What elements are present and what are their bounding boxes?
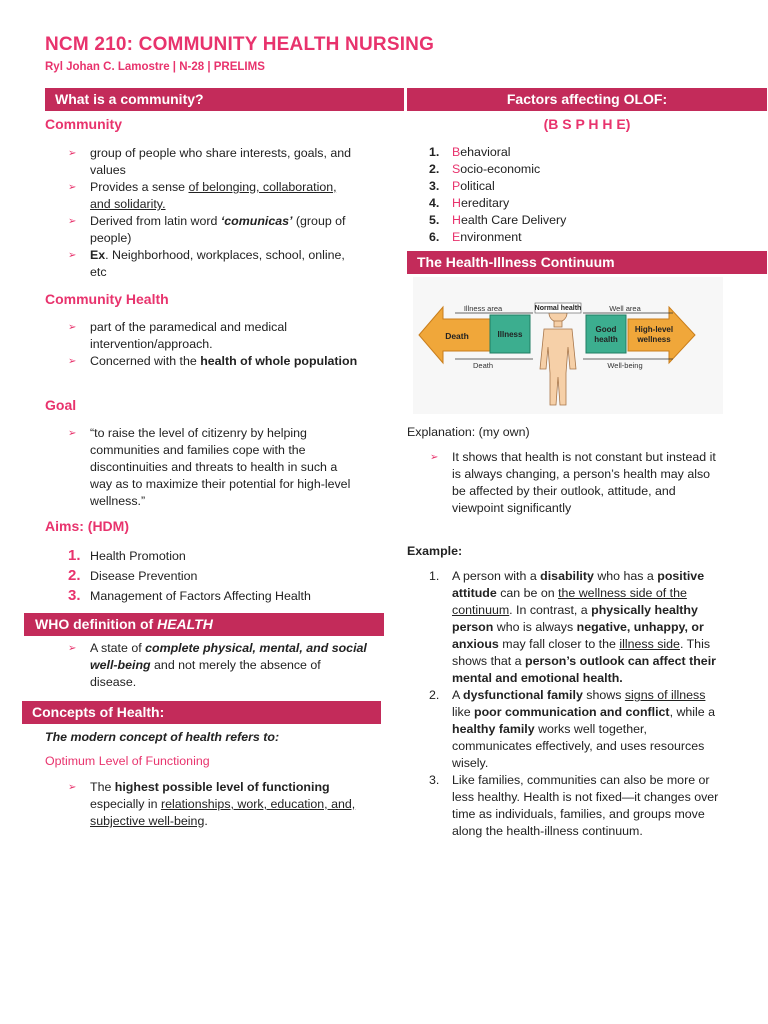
document-title: NCM 210: COMMUNITY HEALTH NURSING — [45, 34, 435, 55]
community-health-list — [68, 319, 358, 370]
goal-list — [68, 425, 358, 510]
section-bar-continuum: The Health-Illness Continuum — [407, 251, 767, 274]
arrow-bullet-icon: ➢ — [68, 148, 77, 159]
list-item: ➢ Concerned with the health of whole population — [68, 354, 358, 368]
list-item: 1. A person with a disability who has a positive attitude can be on the wellness side of the continuum. In contrast, a physically healthy person who is always negative, unhappy, or anxious may fall closer to the illness side. This shows that a person’s outlook can affect their mental and emotional health. — [429, 569, 716, 685]
community-health-heading: Community Health — [45, 291, 169, 307]
section-bar-community — [45, 88, 404, 111]
list-item: ➢ “to raise the level of citizenry by helping communities and families cope with the discontinuities and threats to health in such a way as to maximize their potential for high-level wellness.” — [68, 426, 351, 508]
list-item: ➢ group of people who share interests, goals, and values — [68, 146, 352, 177]
list-item: 6. Environment — [429, 230, 522, 244]
arrow-bullet-icon: ➢ — [68, 250, 77, 261]
arrow-bullet-icon: ➢ — [68, 182, 77, 193]
arrow-bullet-icon: ➢ — [68, 782, 77, 793]
death-label: Death — [445, 331, 469, 341]
arrow-bullet-icon: ➢ — [68, 643, 77, 654]
factors-acronym: (B S P H H E) — [543, 116, 631, 132]
aims-list — [68, 547, 368, 607]
list-item: ➢ It shows that health is not constant but instead it is always changing, a person’s health may also be affected by their outlook, attitude, and viewpoint significantly — [430, 450, 716, 515]
list-item: ➢ Derived from latin word ‘comunicas’ (group of people) — [68, 214, 346, 245]
list-item: 5. Health Care Delivery — [429, 213, 567, 227]
explanation-label: Explanation: (my own) — [407, 425, 530, 439]
section-bar-label: What is a community? — [55, 91, 204, 107]
list-item: ➢ A state of complete physical, mental, and social well-being and not merely the absence of disease. — [68, 641, 367, 689]
section-bar-factors: Factors affecting OLOF: — [407, 88, 767, 111]
section-bar-who: WHO definition of HEALTH — [24, 613, 384, 636]
list-item: ➢ Provides a sense of belonging, collaboration, and solidarity. — [68, 180, 337, 211]
list-item: 1. Behavioral — [429, 145, 511, 159]
olof-heading: Optimum Level of Functioning — [45, 754, 210, 768]
well-area-label: Well area — [609, 304, 641, 313]
factors-list — [429, 144, 566, 246]
list-item: 1. Health Promotion — [68, 547, 186, 564]
arrow-bullet-icon: ➢ — [68, 428, 77, 439]
illness-label: Illness — [497, 330, 523, 339]
arrow-bullet-icon: ➢ — [68, 356, 77, 367]
list-item: 3. Management of Factors Affecting Health — [68, 587, 311, 604]
section-bar-concepts: Concepts of Health: — [22, 701, 381, 724]
list-item: 3. Political — [429, 179, 495, 193]
example-label: Example: — [407, 544, 463, 558]
list-item: ➢ part of the paramedical and medical intervention/approach. — [68, 320, 287, 351]
explanation-list — [430, 449, 720, 517]
list-item: 2. Disease Prevention — [68, 567, 198, 584]
document-subtitle: Ryl Johan C. Lamostre | N-28 | PRELIMS — [45, 61, 265, 73]
aims-heading: Aims: (HDM) — [45, 518, 129, 534]
community-heading: Community — [45, 116, 122, 132]
list-item: ➢ The highest possible level of functioning especially in relationships, work, education, and, subjective well-being. — [68, 780, 356, 828]
normal-health-label: Normal health — [534, 305, 582, 312]
health-illness-continuum-diagram — [413, 277, 723, 414]
arrow-bullet-icon: ➢ — [430, 452, 439, 463]
who-list — [68, 640, 368, 691]
list-item: 2. Socio-economic — [429, 162, 541, 176]
list-item: 3. Like families, communities can also be more or less healthy. Health is not fixed—it changes over time as individuals, families, and groups move along the health-illness continuum. — [429, 773, 719, 838]
olof-list — [68, 779, 358, 830]
good-health-box — [586, 315, 626, 353]
death-bottom-label: Death — [472, 361, 494, 370]
arrow-bullet-icon: ➢ — [68, 322, 77, 333]
list-item: 4. Hereditary — [429, 196, 510, 210]
wellbeing-label: Well-being — [607, 361, 643, 370]
list-item: 2. A dysfunctional family shows signs of illness like poor communication and conflict, while a healthy family works well together, communicates effectively, and uses resources wisely. — [429, 688, 716, 770]
list-item: ➢ Ex. Neighborhood, workplaces, school, online, etc — [68, 248, 345, 279]
illness-area-label: Illness area — [463, 304, 503, 313]
high-level-wellness-label: High-level wellness — [634, 325, 674, 344]
good-health-label: Good health — [594, 325, 618, 344]
goal-heading: Goal — [45, 397, 77, 413]
community-list — [68, 145, 358, 281]
example-list — [429, 568, 719, 840]
concepts-subheading: The modern concept of health refers to: — [45, 730, 280, 744]
arrow-bullet-icon: ➢ — [68, 216, 77, 227]
